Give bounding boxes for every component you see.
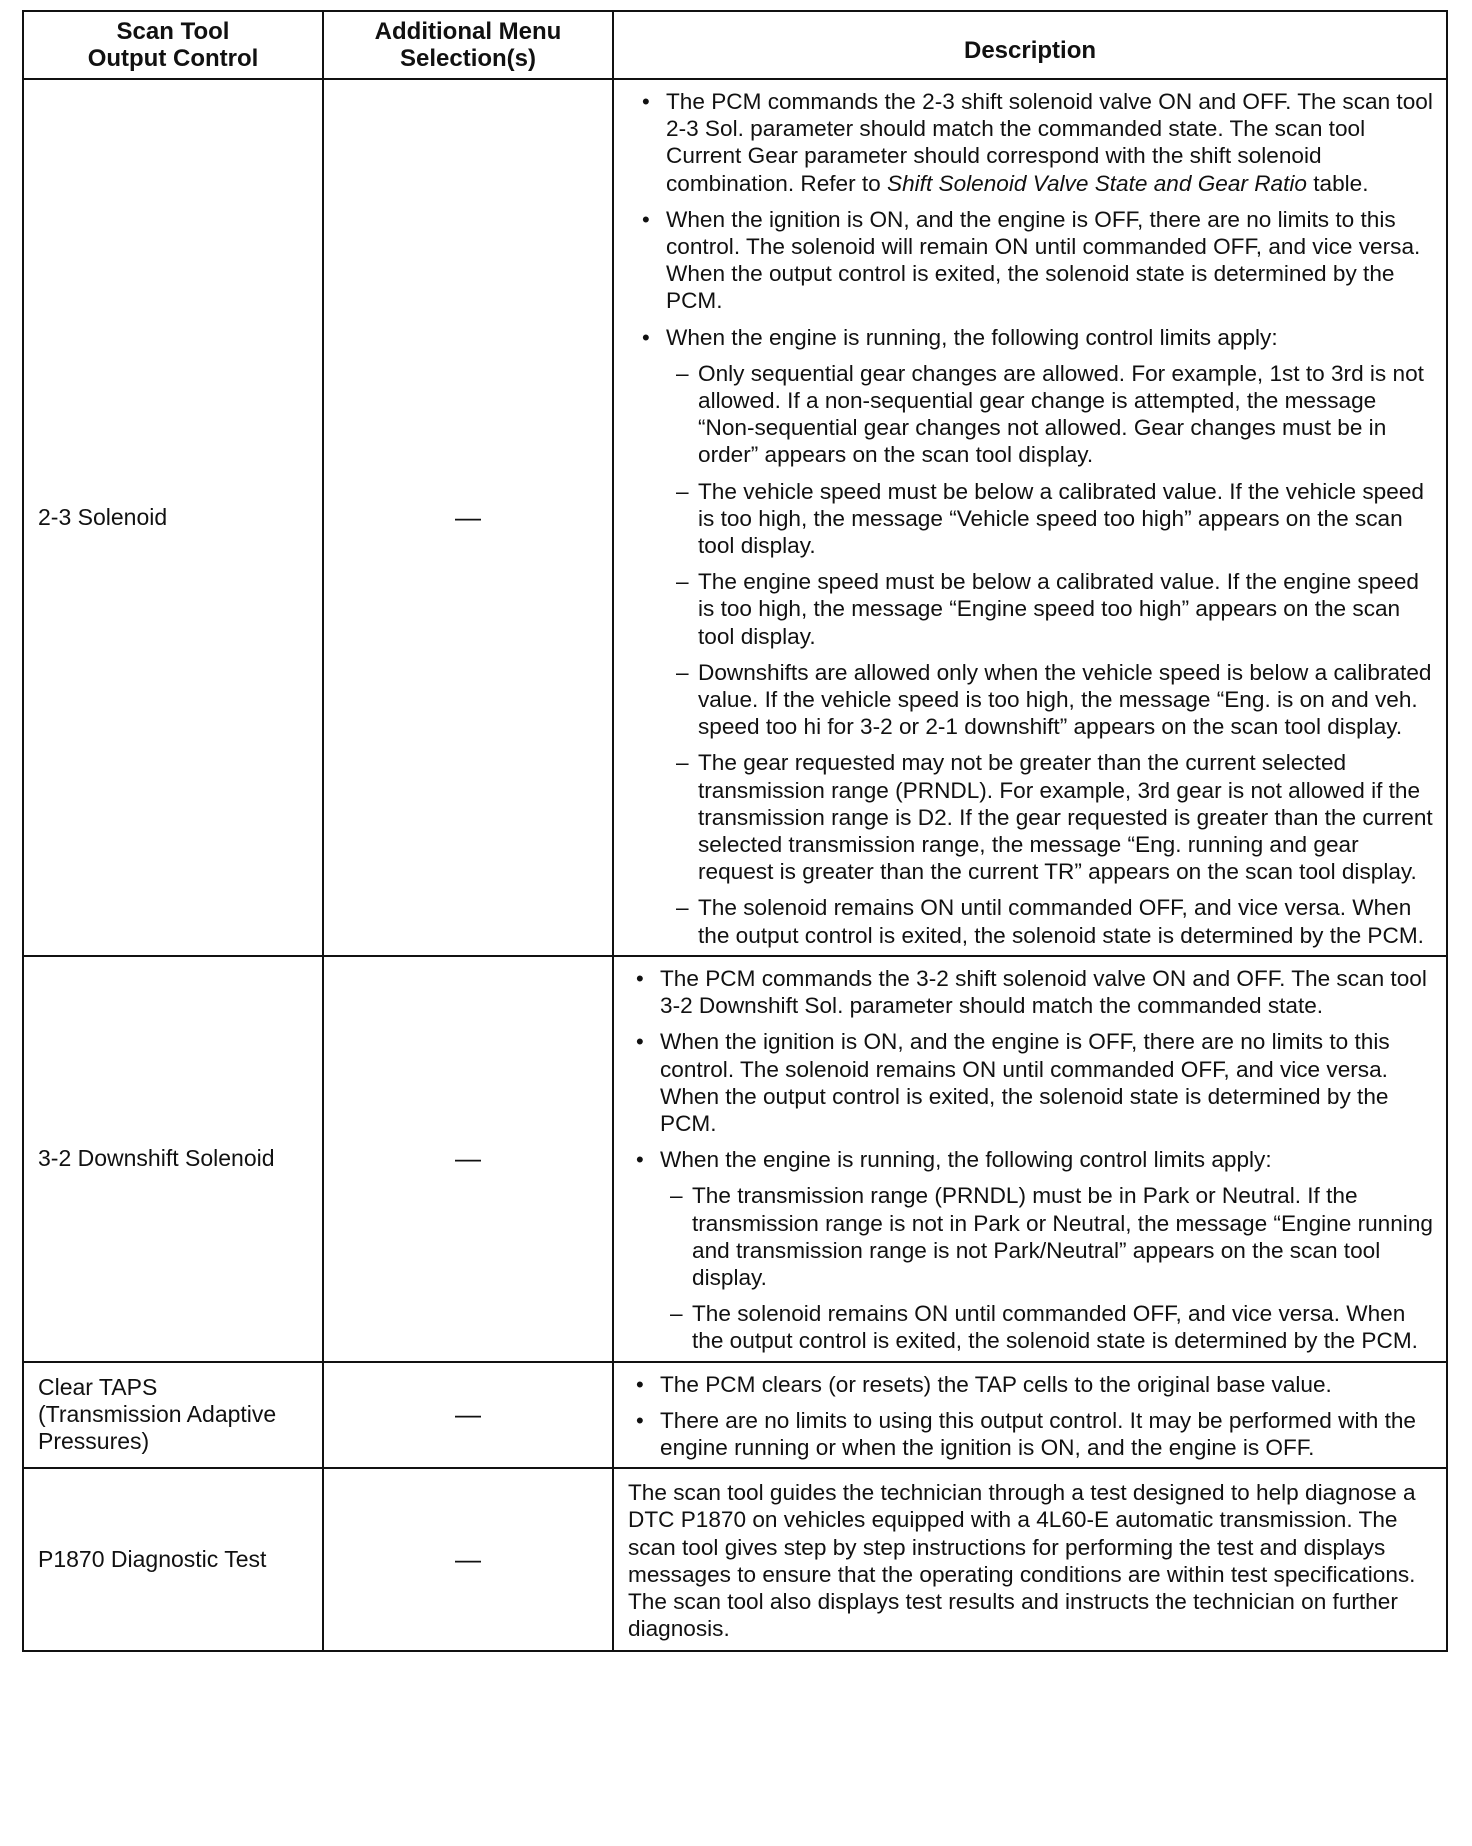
- output-control-table: [22, 10, 1448, 1652]
- dash-item: – The vehicle speed must be below a calibrated value. If the vehicle speed is too high, the message “Vehicle speed too high” appears on the scan tool display.: [666, 478, 1436, 560]
- menu-selection: —: [323, 1362, 613, 1469]
- dash-item: – Only sequential gear changes are allowed. For example, 1st to 3rd is not allowed. If a non-sequential gear change is attempted, the message “Non-sequential gear changes not allowed. Gear changes must be in order” appears on the scan tool display.: [666, 360, 1436, 469]
- dash-item: – Downshifts are allowed only when the vehicle speed is below a calibrated value. If the vehicle speed is too high, the message “Eng. is on and veh. speed too hi for 3-2 or 2-1 downshift” appears on the scan tool display.: [666, 659, 1436, 741]
- bullet-item: • When the engine is running, the following control limits apply: – The transmission range (PRNDL) must be in Park or Neutral. If the transmission range is not in Park or Neutral, the message “Engine running and transmission range is not Park/Neutral” appears on the scan tool display. – The solenoid remains ON until commanded OFF, and vice versa. When the output control is exited, the solenoid state is determined by the PCM.: [622, 1146, 1436, 1354]
- control-name: 2-3 Solenoid: [23, 79, 323, 956]
- bullet-item: • There are no limits to using this output control. It may be performed with the engine running or when the ignition is ON, and the engine is OFF.: [622, 1407, 1436, 1461]
- header-description: Description: [613, 11, 1447, 79]
- control-name: 3-2 Downshift Solenoid: [23, 956, 323, 1362]
- dash-item: – The transmission range (PRNDL) must be in Park or Neutral. If the transmission range is not in Park or Neutral, the message “Engine running and transmission range is not Park/Neutral” appears on the scan tool display.: [660, 1182, 1436, 1291]
- control-name: P1870 Diagnostic Test: [23, 1468, 323, 1651]
- menu-selection: —: [323, 79, 613, 956]
- header-row: [23, 11, 1447, 79]
- dash-item: – The engine speed must be below a calibrated value. If the engine speed is too high, the message “Engine speed too high” appears on the scan tool display.: [666, 568, 1436, 650]
- description: [613, 956, 1447, 1362]
- bullet-item: • The PCM commands the 3-2 shift solenoid valve ON and OFF. The scan tool 3-2 Downshift Sol. parameter should match the commanded state.: [622, 965, 1436, 1019]
- dash-item: – The solenoid remains ON until commanded OFF, and vice versa. When the output control is exited, the solenoid state is determined by the PCM.: [666, 894, 1436, 948]
- bullet-item: • The PCM clears (or resets) the TAP cells to the original base value.: [622, 1371, 1436, 1398]
- bullet-item: • When the ignition is ON, and the engine is OFF, there are no limits to this control. The solenoid remains ON until commanded OFF, and vice versa. When the output control is exited, the solenoid state is determined by the PCM.: [622, 1028, 1436, 1137]
- table-row-clear-taps: [23, 1362, 1447, 1469]
- description-paragraph: The scan tool guides the technician through a test designed to help diagnose a DTC P1870 on vehicles equipped with a 4L60-E automatic transmission. The scan tool gives step by step instructions for performing the test and displays messages to ensure that the operating conditions are within test specifications. The scan tool also displays test results and instructs the technician on further diagnosis.: [628, 1480, 1416, 1642]
- bullet-item: • The PCM commands the 2-3 shift solenoid valve ON and OFF. The scan tool 2-3 Sol. parameter should match the commanded state. The scan tool Current Gear parameter should correspond with the shift solenoid combination. Refer to Shift Solenoid Valve State and Gear Ratio table.: [628, 88, 1436, 197]
- description: [613, 1468, 1447, 1651]
- dash-item: – The solenoid remains ON until commanded OFF, and vice versa. When the output control is exited, the solenoid state is determined by the PCM.: [660, 1300, 1436, 1354]
- dash-item: – The gear requested may not be greater than the current selected transmission range (PRNDL). For example, 3rd gear is not allowed if the transmission range is D2. If the gear requested is greater than the current selected transmission range, the message “Eng. running and gear request is greater than the current TR” appears on the scan tool display.: [666, 749, 1436, 885]
- description: [613, 79, 1447, 956]
- menu-selection: —: [323, 956, 613, 1362]
- description: [613, 1362, 1447, 1469]
- italic-reference: Shift Solenoid Valve State and Gear Ratio: [887, 170, 1307, 196]
- table-row-2-3-solenoid: [23, 79, 1447, 956]
- bullet-item: • When the engine is running, the following control limits apply: – Only sequential gear changes are allowed. For example, 1st to 3rd is not allowed. If a non-sequential gear change is attempted, the message “Non-sequential gear changes not allowed. Gear changes must be in order” appears on the scan tool display. – The vehicle speed must be below a calibrated value. If the vehicle speed is too high, the message “Vehicle speed too high” appears on the scan tool display. – The engine speed must be below a calibrated value. If the engine speed is too high, the message “Engine speed too high” appears on the scan tool display. – Downshifts are allowed only when the vehicle speed is below a calibrated value. If the vehicle speed is too high, the message “Eng. is on and veh. speed too hi for 3-2 or 2-1 downshift” appears on the scan tool display. – The gear requested may not be greater than the current selected transmission range (PRNDL). For example, 3rd gear is not allowed if the transmission range is D2. If the gear requested is greater than the current selected transmission range, the message “Eng. running and gear request is greater than the current TR” appears on the scan tool display. – The solenoid remains ON until commanded OFF, and vice versa. When the output control is exited, the solenoid state is determined by the PCM.: [628, 324, 1436, 949]
- document-page: [22, 10, 1446, 1652]
- menu-selection: —: [323, 1468, 613, 1651]
- table-row-3-2-downshift-solenoid: [23, 956, 1447, 1362]
- control-name: Clear TAPS (Transmission Adaptive Pressures): [23, 1362, 323, 1469]
- header-scan-tool-output-control: Scan Tool Output Control: [23, 11, 323, 79]
- bullet-item: • When the ignition is ON, and the engine is OFF, there are no limits to this control. The solenoid will remain ON until commanded OFF, and vice versa. When the output control is exited, the solenoid state is determined by the PCM.: [628, 206, 1436, 315]
- header-additional-menu-selections: Additional Menu Selection(s): [323, 11, 613, 79]
- table-row-p1870-diagnostic-test: [23, 1468, 1447, 1651]
